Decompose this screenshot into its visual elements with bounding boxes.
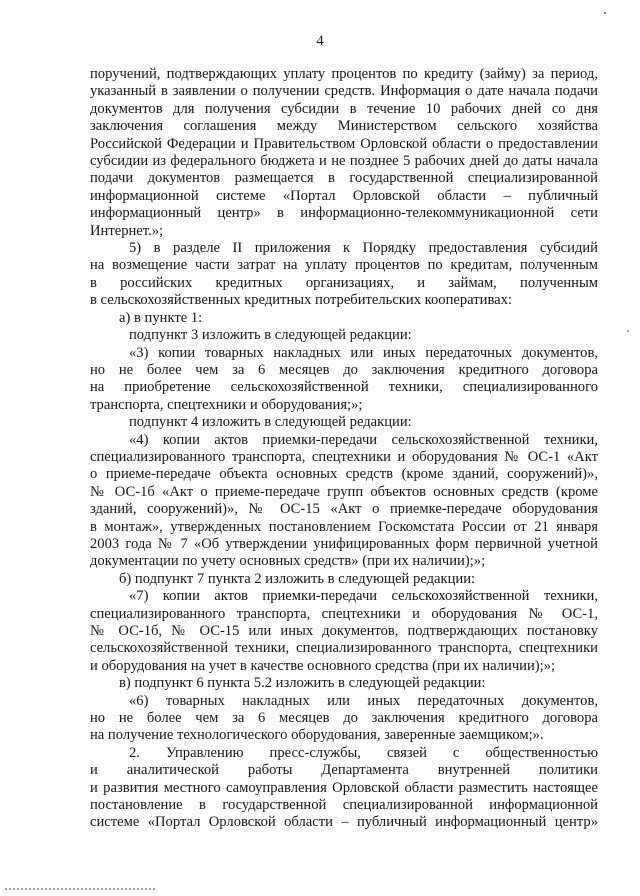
document-text-line: заключения соглашения между Министерством сельского хозяйства (90, 118, 598, 135)
document-text-line: Российской Федерации и Правительством Орловской области о предоставлении (90, 135, 598, 152)
document-text-line: а) в пункте 1: (119, 309, 203, 326)
document-text-line: на приобретение сельскохозяйственной техники, специализированного (90, 379, 598, 396)
document-text-line: но не более чем за 6 месяцев до заключения кредитного договора (90, 710, 598, 727)
document-text-line: в монтаж», утвержденных постановлением Госкомстата России от 21 января (90, 518, 598, 535)
document-text-line: на возмещение части затрат на уплату процентов по кредитам, полученным (90, 257, 598, 274)
document-body (90, 66, 598, 832)
page-number: 4 (316, 33, 324, 49)
document-text-line: подпункт 4 изложить в следующей редакции: (129, 414, 412, 431)
footer-rule (5, 888, 155, 890)
scan-speck (627, 330, 629, 332)
document-text-line: «3) копии товарных накладных или иных передаточных документов, (129, 344, 598, 361)
document-text-line: в российских кредитных организациях, и займам, полученным (90, 274, 598, 291)
document-text-line: «4) копии актов приемки-передачи сельскохозяйственной техники, (129, 431, 598, 448)
document-text-line: в) подпункт 6 пункта 5.2 изложить в следующей редакции: (119, 675, 486, 692)
document-text-line: субсидии из федерального бюджета и не позднее 5 рабочих дней до даты начала (90, 153, 598, 170)
document-text-line: документов для получения субсидии в течение 10 рабочих дней со дня (90, 100, 598, 117)
document-text-line: 2. Управлению пресс-службы, связей с общественностью (129, 744, 598, 761)
document-text-line: № ОС-1б, № ОС-15 или иных документов, подтверждающих постановку (90, 623, 598, 639)
document-text-line: сельскохозяйственной техники, специализированного транспорта, спецтехники (90, 640, 598, 657)
scan-speck (604, 12, 606, 14)
document-text-line: 5) в разделе II приложения к Порядку предоставления субсидий (129, 240, 598, 257)
document-text-line: и аналитической работы Департамента внутренней политики (90, 762, 598, 779)
document-text-line: в сельскохозяйственных кредитных потребительских кооперативах: (90, 292, 512, 309)
document-text-line: о приеме-передаче объекта основных средств (кроме зданий, сооружений)», (90, 466, 598, 483)
document-text-line: «6) товарных накладных или иных передаточных документов, (129, 692, 598, 709)
document-text-line: и оборудования на учет в качестве основного средства (при их наличии);»; (90, 657, 556, 674)
document-text-line: Интернет.»; (90, 222, 164, 239)
document-text-line: но не более чем за 6 месяцев до заключения кредитного договора (90, 361, 598, 378)
document-text-line: № ОС-1б «Акт о приеме-передаче групп объектов основных средств (кроме (90, 483, 598, 500)
document-text-line: документации по учету основных средств» (при их наличии);»; (90, 553, 486, 570)
document-text-line: специализированного транспорта, спецтехники и оборудования № ОС-1, (90, 605, 598, 622)
document-text-line: зданий, сооружений)», № ОС-15 «Акт о приемке-передаче оборудования (90, 501, 598, 518)
document-text-line: подпункт 3 изложить в следующей редакции: (129, 327, 412, 344)
document-text-line: поручений, подтверждающих уплату процентов по кредиту (займу) за период, (90, 66, 598, 82)
document-text-line: информационный центр» в информационно-телекоммуникационной сети (90, 205, 598, 222)
document-text-line: указанный в заявлении о получении средств. Информация о дате начала подачи (90, 83, 598, 100)
document-text-line: и развития местного самоуправления Орловской области разместить настоящее (90, 779, 598, 796)
document-text-line: б) подпункт 7 пункта 2 изложить в следующей редакции: (119, 570, 476, 587)
document-text-line: «7) копии актов приемки-передачи сельскохозяйственной техники, (129, 588, 598, 605)
document-text-line: информационной системе «Портал Орловской области – публичный (90, 187, 598, 204)
document-text-line: подачи документов размещается в государственной специализированной (90, 170, 598, 187)
document-text-line: системе «Портал Орловской области – публичный информационный центр» (90, 814, 598, 831)
document-text-line: постановление в государственной специализированной информационной (90, 797, 598, 814)
document-text-line: 2003 года № 7 «Об утверждении унифицированных форм первичной учетной (90, 535, 598, 552)
document-text-line: на получение технологического оборудования, заверенные заемщиком;». (90, 727, 544, 744)
document-text-line: транспорта, спецтехники и оборудования;»; (90, 396, 363, 413)
document-text-line: специализированного транспорта, спецтехники и оборудования № ОС-1 «Акт (90, 448, 598, 465)
